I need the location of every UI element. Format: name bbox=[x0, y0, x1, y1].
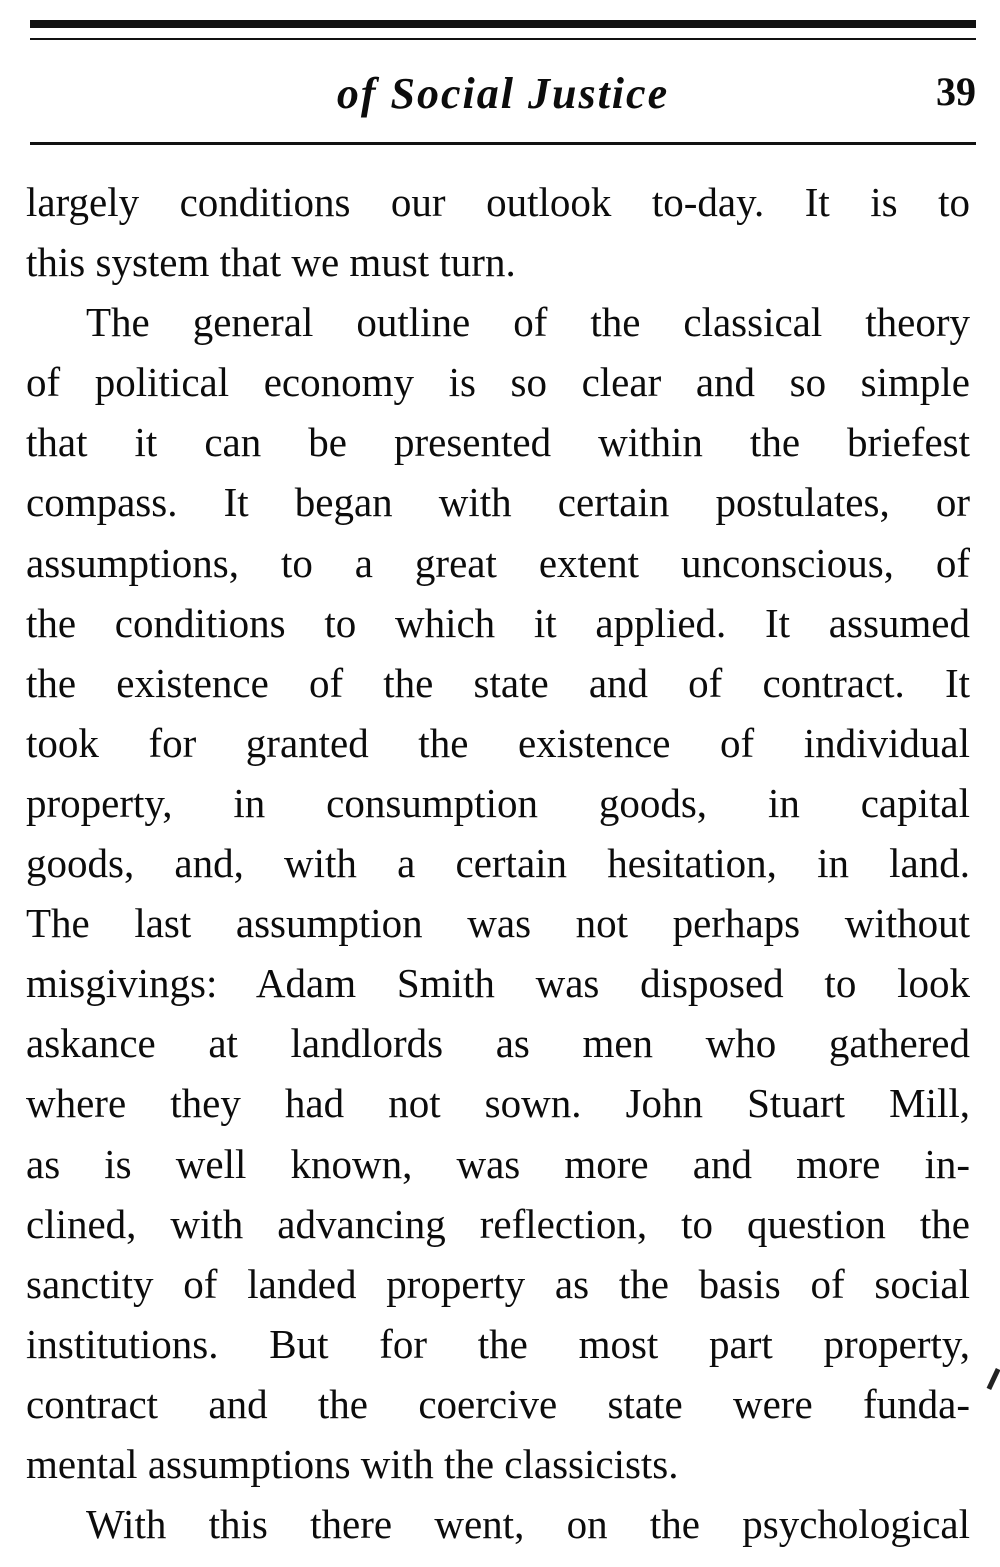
paragraph-continuation bbox=[26, 172, 970, 292]
text-line: institutions. But for the most part property, bbox=[26, 1320, 970, 1367]
text-line: of political economy is so clear and so simple bbox=[26, 359, 970, 406]
page-number: 39 bbox=[936, 69, 976, 114]
text-line: took for granted the existence of individual bbox=[26, 719, 970, 766]
text-line: that it can be presented within the briefest bbox=[26, 419, 970, 466]
top-rule-thin bbox=[30, 38, 976, 40]
text-line: as is well known, was more and more in- bbox=[26, 1140, 970, 1187]
text-line: The last assumption was not perhaps without bbox=[26, 900, 970, 947]
text-line: this system that we must turn. bbox=[26, 239, 516, 286]
header-bottom-rule bbox=[30, 142, 976, 145]
text-line: the conditions to which it applied. It assumed bbox=[26, 599, 970, 646]
paragraph bbox=[26, 1494, 970, 1554]
text-line: where they had not sown. John Stuart Mill, bbox=[26, 1080, 970, 1127]
text-line: misgivings: Adam Smith was disposed to look bbox=[26, 960, 970, 1007]
text-line: clined, with advancing reflection, to question the bbox=[26, 1200, 970, 1247]
text-line: largely conditions our outlook to-day. It is to bbox=[26, 179, 970, 225]
text-line: assumptions, to a great extent unconscious, of bbox=[26, 539, 970, 586]
text-line: mental assumptions with the classicists. bbox=[26, 1440, 679, 1487]
text-line: compass. It began with certain postulates, or bbox=[26, 479, 970, 526]
running-title: of Social Justice bbox=[336, 69, 670, 118]
text-line: contract and the coercive state were funda- bbox=[26, 1380, 970, 1427]
body-text bbox=[26, 172, 970, 1554]
text-line: askance at landlords as men who gathered bbox=[26, 1020, 970, 1067]
text-line: sanctity of landed property as the basis of social bbox=[26, 1260, 970, 1307]
top-rule-thick bbox=[30, 20, 976, 28]
running-head bbox=[30, 62, 976, 134]
margin-mark bbox=[987, 1368, 1000, 1390]
text-line: the existence of the state and of contract. It bbox=[26, 659, 970, 706]
text-line: The general outline of the classical theory bbox=[86, 299, 970, 346]
text-line: property, in consumption goods, in capital bbox=[26, 779, 970, 826]
text-line: With this there went, on the psychological bbox=[86, 1501, 970, 1548]
paragraph bbox=[26, 292, 970, 1494]
text-line: goods, and, with a certain hesitation, in land. bbox=[26, 840, 970, 887]
